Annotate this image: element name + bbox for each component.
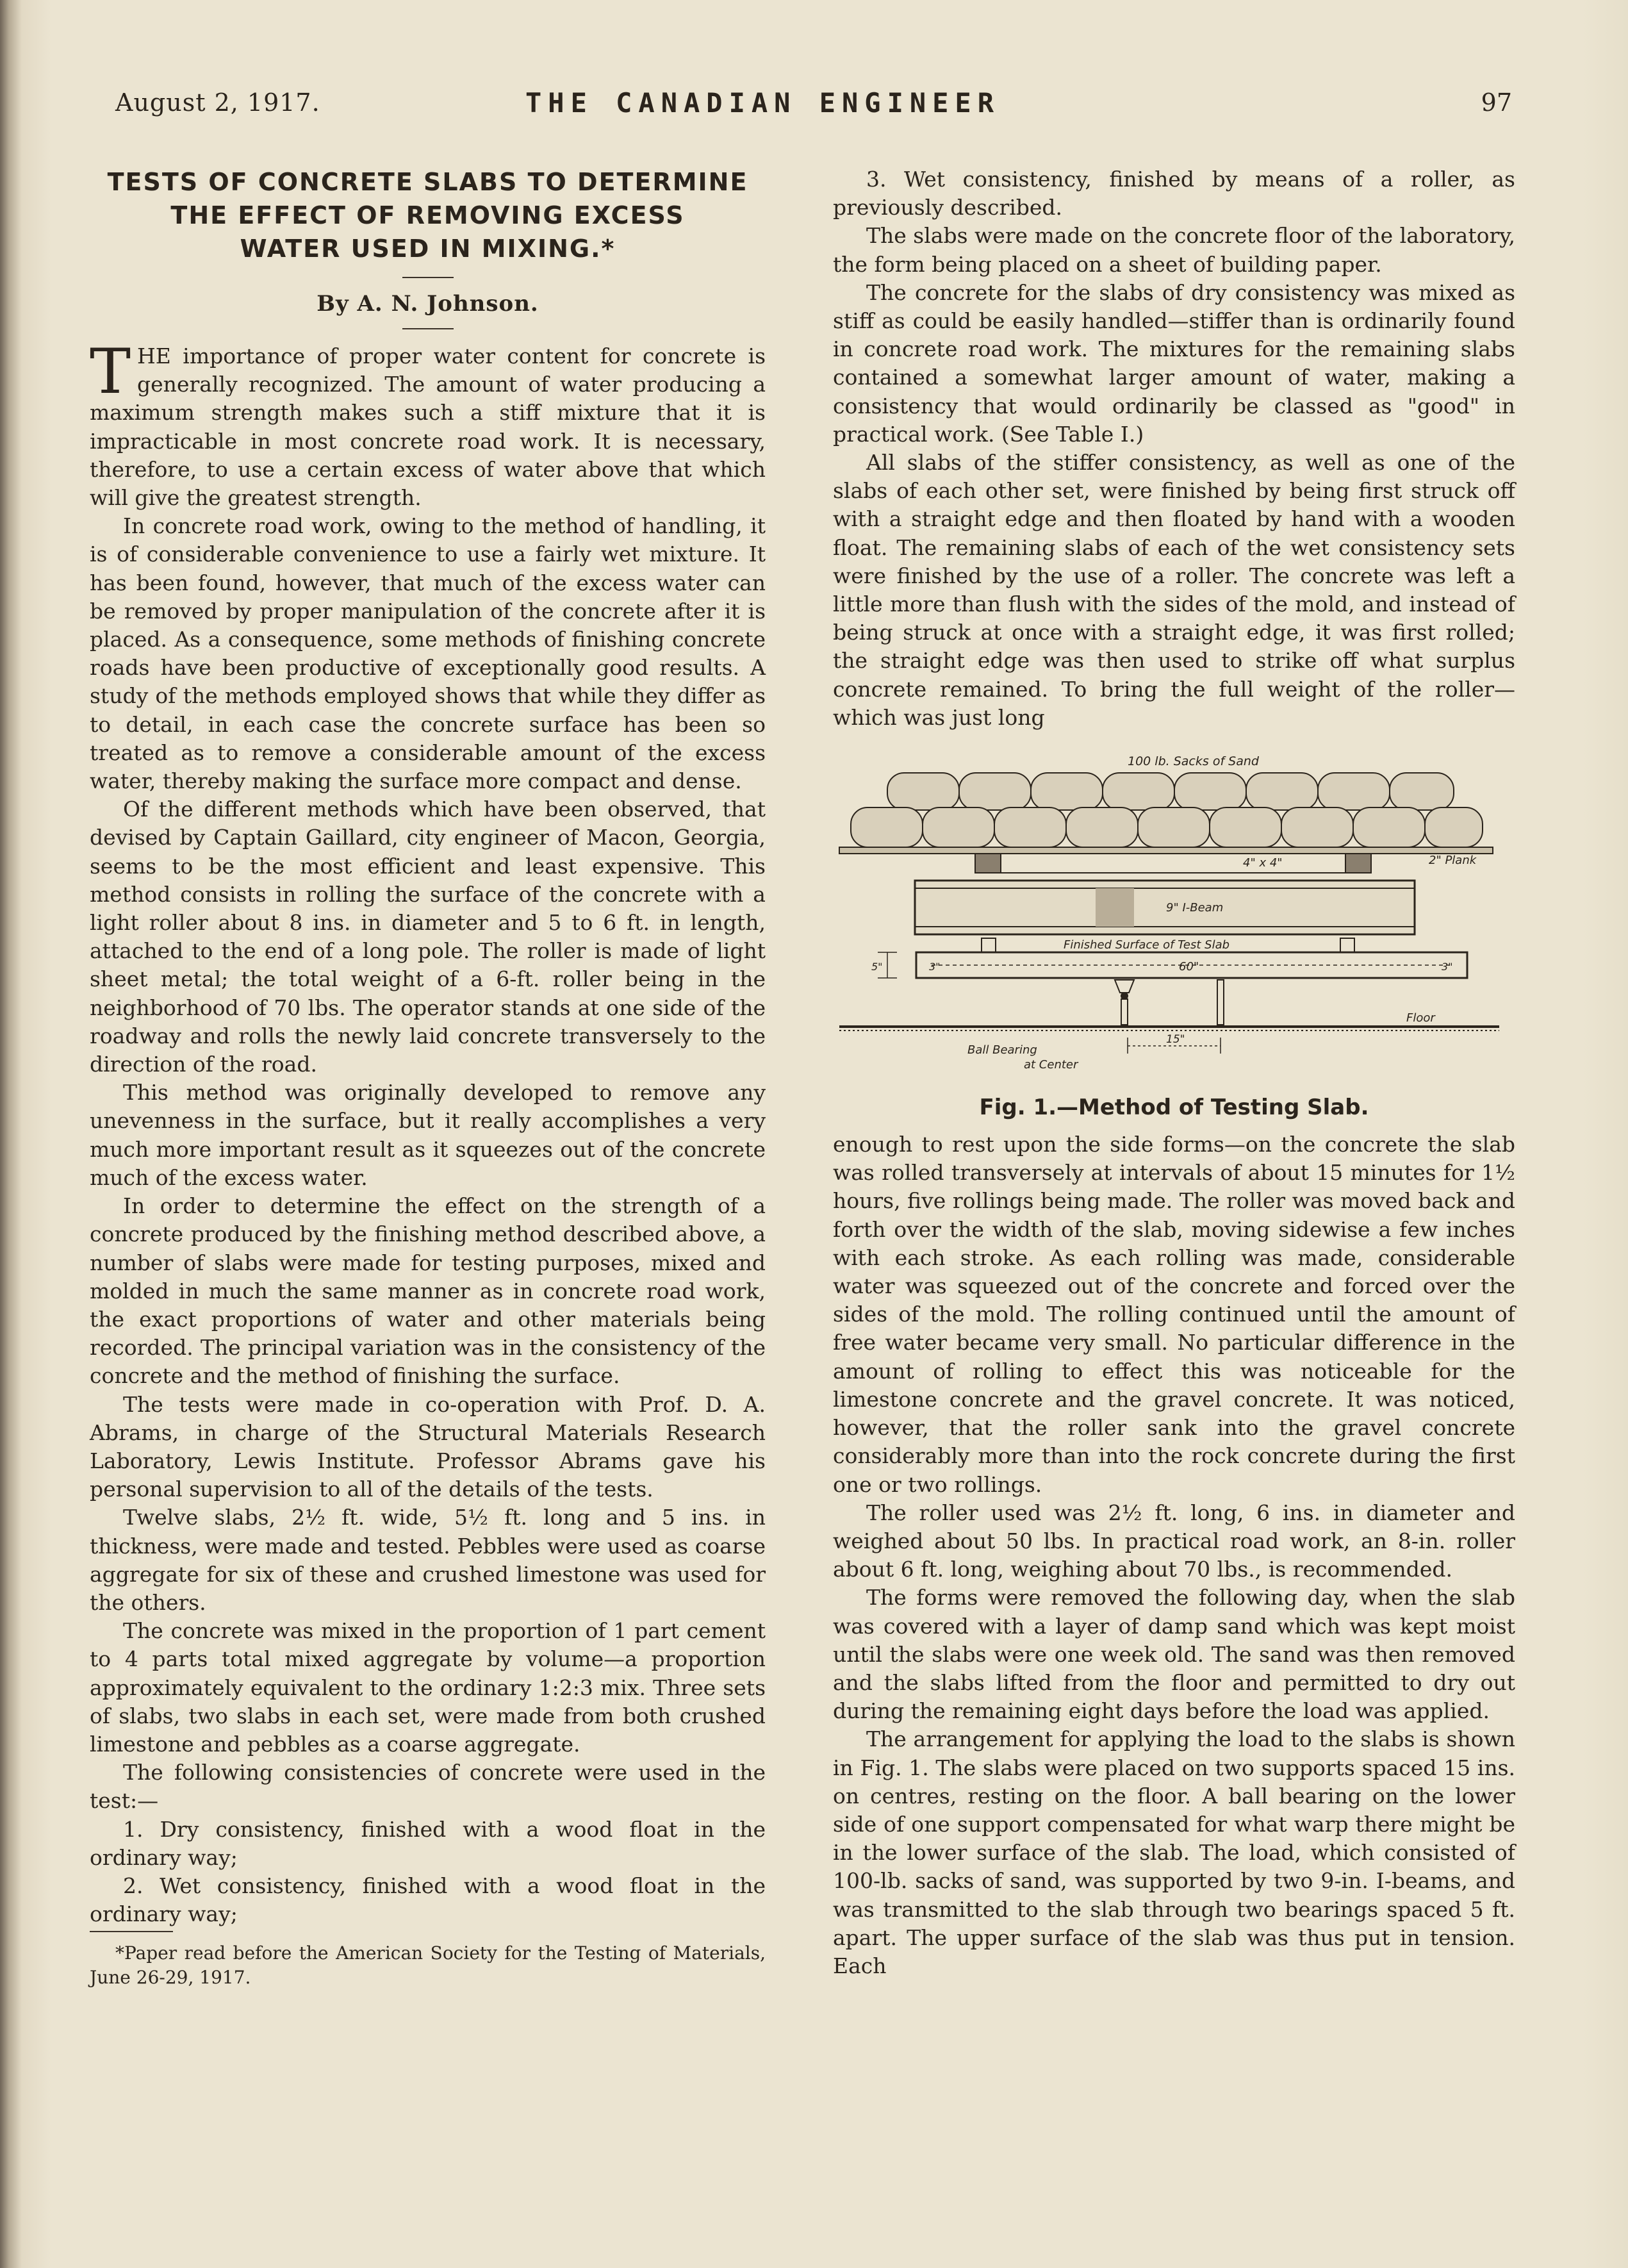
paragraph-4: This method was originally developed to remove any unevenness in the surface, but it really accomplishes a very much more important result as it squeezes out of the concrete much of the excess water. bbox=[90, 1080, 766, 1190]
article-title bbox=[90, 165, 766, 265]
label-3-right: 3" bbox=[1442, 961, 1453, 973]
label-ibeam: 9" I-Beam bbox=[1166, 901, 1224, 915]
sand-sack bbox=[851, 807, 923, 847]
sand-sack bbox=[1031, 773, 1103, 810]
label-3-left: 3" bbox=[929, 961, 941, 973]
paragraph-9: The following consistencies of concrete were used in the test:— bbox=[90, 1760, 766, 1814]
load-bearing bbox=[1340, 938, 1354, 952]
paragraph-2: In concrete road work, owing to the method of handling, it is of considerable convenience to use a fairly wet mixture. It has been found, however, that much of the excess water can be removed by proper manipulation of the concrete after it is placed. As a consequence, some methods of finishing concrete roads have been productive of exceptionally good results. A study of the methods employed shows that while they differ as to detail, in each case the concrete surface has been so treated as to remove a considerable amount of the excess water, thereby making the surface more compact and dense. bbox=[90, 513, 766, 794]
title-line-2: THE EFFECT OF REMOVING EXCESS bbox=[170, 201, 685, 229]
label-sacks: 100 lb. Sacks of Sand bbox=[1128, 754, 1259, 769]
byline: By A. N. Johnson. bbox=[317, 291, 539, 317]
testing-diagram bbox=[833, 746, 1515, 1086]
footnote-rule bbox=[90, 1931, 173, 1932]
paragraph-r4: enough to rest upon the side forms—on the concrete the slab was rolled transversely at intervals of about 15 minutes for 1½ hours, five rollings being made. The roller was moved back and forth over the width of the slab, moving sidewise a few inches with each stroke. As each rolling was made, considerable water was squeezed out of the concrete and forced over the sides of the mold. The rolling continued until the amount of free water became very small. No particular difference in the amount of rolling to effect this was noticeable for the limestone concrete and the gravel concrete. It was noticed, however, that the roller sank into the gravel concrete considerably more than into the rock concrete during the first one or two rollings. bbox=[833, 1132, 1515, 1497]
sand-sack bbox=[1246, 773, 1318, 810]
label-floor: Floor bbox=[1406, 1011, 1435, 1025]
figure-caption: Fig. 1.—Method of Testing Slab. bbox=[979, 1095, 1369, 1121]
paragraph-5: In order to determine the effect on the strength of a concrete produced by the finishing method described above, a number of slabs were made for testing purposes, mixed and molded in much the same manner as in concrete road work, the exact proportions of water and other materials being recorded. The principal variation was in the consistency of the concrete and the method of finishing the surface. bbox=[90, 1193, 766, 1389]
sand-sack bbox=[1318, 773, 1390, 810]
sand-sack bbox=[887, 773, 959, 810]
timber-block bbox=[975, 854, 1001, 873]
paragraph-8: The concrete was mixed in the proportion of 1 part cement to 4 parts total mixed aggregate by volume—a proportion approximately equivalent to the ordinary 1:2:3 mix. Three sets of slabs, two slabs in each set, were made from both crushed limestone and pebbles as a coarse aggregate. bbox=[90, 1618, 766, 1757]
paragraph-6: The tests were made in co-operation with Prof. D. A. Abrams, in charge of the Structural Materials Research Laboratory, Lewis Institute. Professor Abrams gave his personal supervision to all of the details of the tests. bbox=[90, 1391, 766, 1502]
left-column bbox=[90, 165, 766, 1990]
label-60: 60" bbox=[1179, 960, 1199, 974]
sand-sack bbox=[959, 773, 1031, 810]
footnote: *Paper read before the American Society for the Testing of Materials, June 26-29, 1917. bbox=[90, 1942, 766, 1989]
sand-sack bbox=[1281, 807, 1353, 847]
sand-sack bbox=[923, 807, 994, 847]
right-column bbox=[833, 165, 1515, 1980]
label-ball-bearing: Ball Bearing bbox=[967, 1043, 1037, 1057]
title-line-1: TESTS OF CONCRETE SLABS TO DETERMINE bbox=[107, 168, 748, 196]
label-15: 15" bbox=[1166, 1033, 1185, 1047]
running-head bbox=[115, 88, 1525, 127]
paragraph-1 bbox=[90, 336, 766, 512]
sand-sack bbox=[1425, 807, 1483, 847]
drop-cap: T bbox=[90, 336, 131, 408]
sand-sack bbox=[994, 807, 1066, 847]
page-number: 97 bbox=[1481, 88, 1512, 117]
sand-sack bbox=[1390, 773, 1454, 810]
list-item-3: 3. Wet consistency, finished by means of a roller, as previously described. bbox=[833, 167, 1515, 220]
label-4x4: 4" x 4" bbox=[1243, 856, 1283, 870]
paragraph-1-text: HE importance of proper water content for concrete is generally recognized. The amount of water producing a maximum strength makes such a stiff mixture that it is impracticable in most concrete road work. It is necessary, therefore, to use a certain excess of water above that which will give the greatest strength. bbox=[90, 344, 766, 511]
journal-title: THE CANADIAN ENGINEER bbox=[525, 87, 1001, 119]
paragraph-r1: The slabs were made on the concrete floor of the laboratory, the form being placed on a sheet of building paper. bbox=[833, 223, 1515, 277]
figure-1 bbox=[833, 746, 1515, 1086]
label-5: 5" bbox=[871, 961, 883, 973]
plank bbox=[839, 847, 1493, 854]
label-surface: Finished Surface of Test Slab bbox=[1064, 938, 1230, 952]
paragraph-7: Twelve slabs, 2½ ft. wide, 5½ ft. long and 5 ins. in thickness, were made and tested. Pebbles were used as coarse aggregate for six of these and crushed limestone was used for the others. bbox=[90, 1505, 766, 1615]
paragraph-r3: All slabs of the stiffer consistency, as well as one of the slabs of each other set, were finished by being first struck off with a straight edge and then floated by hand with a wooden float. The remaining slabs of each of the wet consistency sets were finished by the use of a roller. The concrete was left a little more than flush with the sides of the mold, and instead of being struck at once with a straight edge, it was first rolled; the straight edge was then used to strike off what surplus concrete remained. To bring the full weight of the roller—which was just long bbox=[833, 450, 1515, 730]
ball-bearing-support bbox=[1115, 980, 1134, 993]
timber-block bbox=[1345, 854, 1371, 873]
sand-sack bbox=[1353, 807, 1425, 847]
paragraph-r7: The arrangement for applying the load to the slabs is shown in Fig. 1. The slabs were placed on two supports spaced 15 ins. on centres, resting on the floor. A ball bearing on the lower side of one support compensated for what warp there might be in the lower surface of the slab. The load, which consisted of 100-lb. sacks of sand, was supported by two 9-in. I-beams, and was transmitted to the slab through two bearings spaced 5 ft. apart. The upper surface of the slab was thus put in tension. Each bbox=[833, 1726, 1515, 1978]
upper-board bbox=[1001, 854, 1345, 873]
list-item-1: 1. Dry consistency, finished with a wood float in the ordinary way; bbox=[90, 1816, 766, 1870]
title-line-3: WATER USED IN MIXING.* bbox=[240, 235, 616, 263]
label-plank: 2" Plank bbox=[1429, 854, 1477, 868]
list-item-2: 2. Wet consistency, finished with a wood float in the ordinary way; bbox=[90, 1873, 766, 1927]
fixed-support bbox=[1217, 980, 1224, 1025]
paragraph-r5: The roller used was 2½ ft. long, 6 ins. in diameter and weighed about 50 lbs. In practical road work, an 8-in. roller about 6 ft. long, weighing about 70 lbs., is recommended. bbox=[833, 1500, 1515, 1582]
beam-shading bbox=[1096, 888, 1134, 927]
byline-rule bbox=[402, 328, 454, 329]
label-at-center: at Center bbox=[1024, 1058, 1078, 1072]
sand-sack bbox=[1138, 807, 1210, 847]
paragraph-r6: The forms were removed the following day, when the slab was covered with a layer of damp sand which was kept moist until the slabs were one week old. The sand was then removed and the slabs lifted from the floor and permitted to dry out during the remaining eight days before the load was applied. bbox=[833, 1585, 1515, 1724]
sand-sack bbox=[1066, 807, 1138, 847]
load-bearing bbox=[982, 938, 996, 952]
title-rule bbox=[402, 277, 454, 278]
sand-sack bbox=[1174, 773, 1246, 810]
sand-sack bbox=[1210, 807, 1281, 847]
issue-date: August 2, 1917. bbox=[115, 88, 320, 117]
sand-sack bbox=[1103, 773, 1174, 810]
paragraph-3: Of the different methods which have been observed, that devised by Captain Gaillard, city engineer of Macon, Georgia, seems to be the most efficient and least expensive. This method consists in rolling the surface of the concrete with a light roller about 8 ins. in diameter and 5 to 6 ft. in length, attached to the end of a long pole. The roller is made of light sheet metal; the total weight of a 6-ft. roller being in the neighborhood of 70 lbs. The operator stands at one side of the roadway and rolls the newly laid concrete transversely to the direction of the road. bbox=[90, 797, 766, 1077]
paragraph-r2: The concrete for the slabs of dry consistency was mixed as stiff as could be easily handled—stiffer than is ordinarily found in concrete road work. The mixtures for the remaining slabs contained a somewhat larger amount of water, making a consistency that would ordinarily be classed as "good" in practical work. (See Table I.) bbox=[833, 279, 1515, 447]
